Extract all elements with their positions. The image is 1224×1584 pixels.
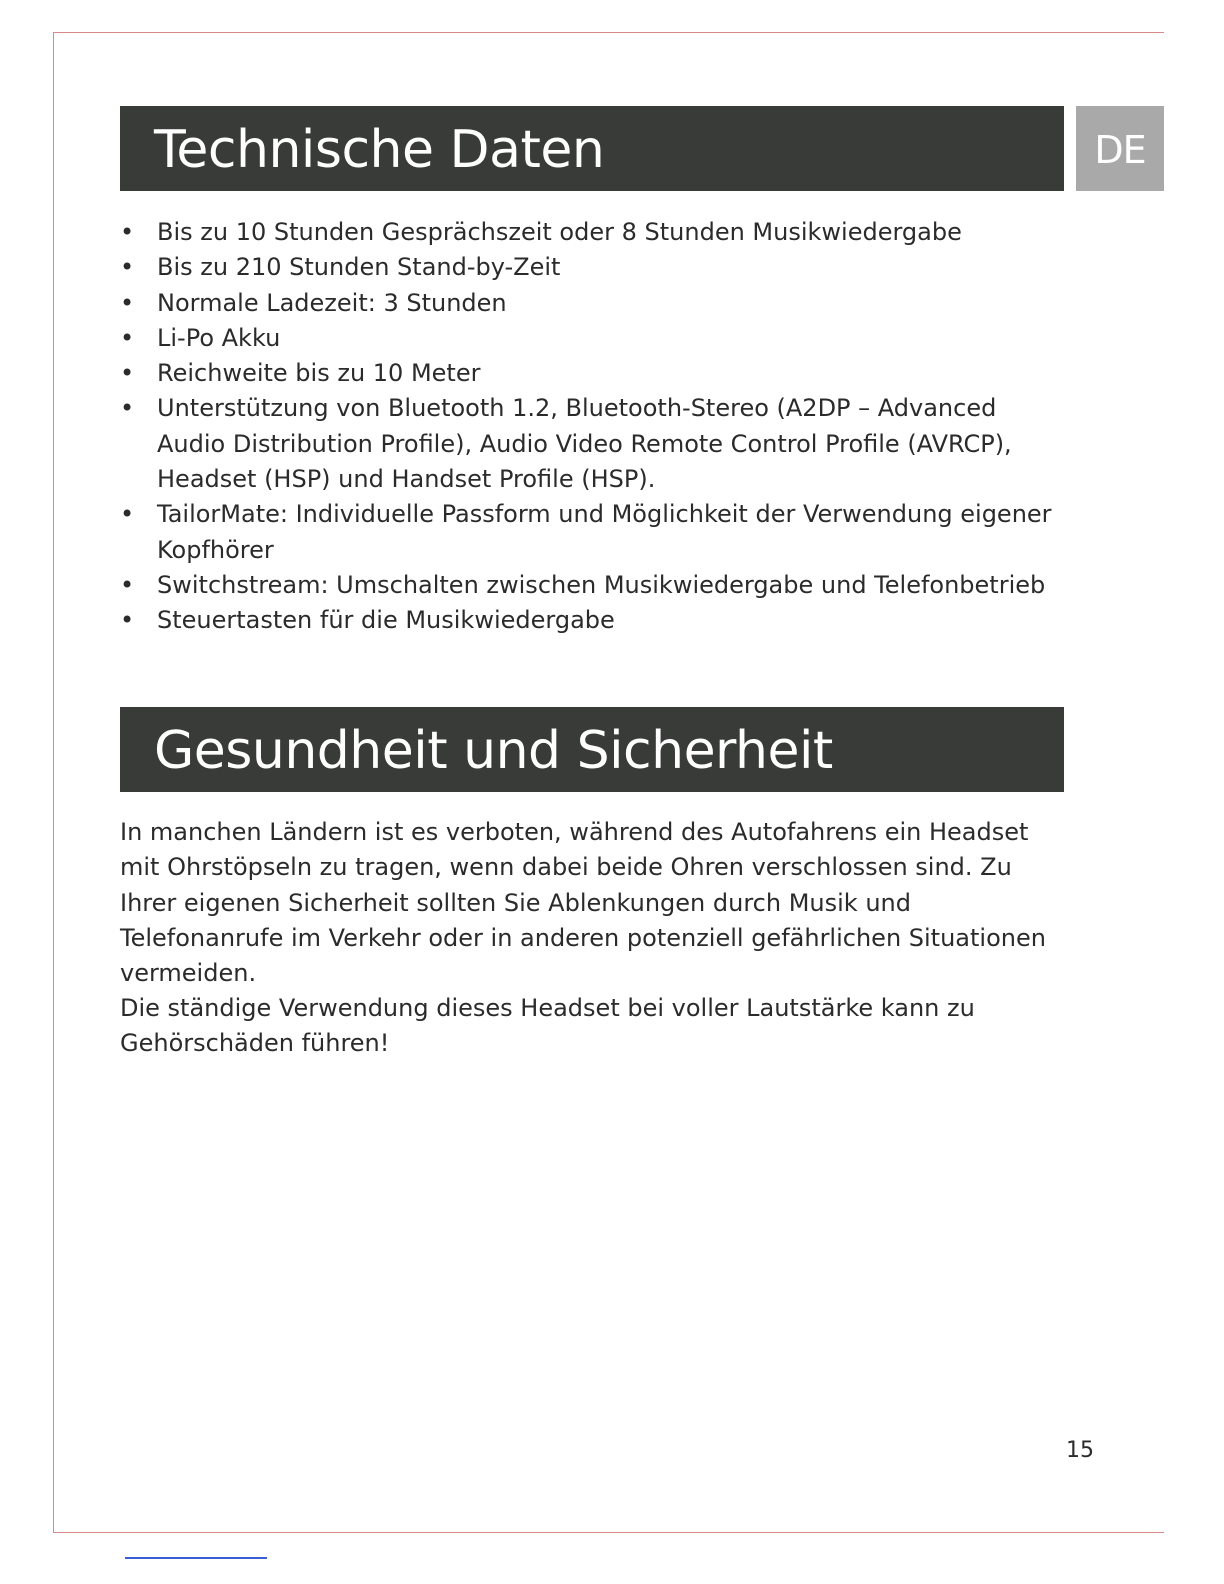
bullet-icon: •	[120, 288, 135, 317]
list-item	[120, 215, 1070, 250]
list-item-text: Bis zu 10 Stunden Gesprächszeit oder 8 Stunden Musikwiedergabe	[157, 218, 962, 246]
list-item-text: Unterstützung von Bluetooth 1.2, Bluetooth-Stereo (A2DP – Advanced Audio Distribution Profile), Audio Video Remote Control Profile (AVRCP), Headset (HSP) und Handset Profile (HSP).	[157, 394, 1012, 494]
list-item-text: Steuertasten für die Musikwiedergabe	[157, 606, 615, 635]
health-paragraph: Die ständige Verwendung dieses Headset bei voller Lautstärke kann zu Gehörschäden führen!	[120, 994, 975, 1058]
language-tab	[1076, 106, 1164, 191]
bullet-icon: •	[120, 253, 135, 282]
list-item	[120, 391, 1070, 497]
list-item	[120, 603, 1070, 638]
technical-data-list	[120, 215, 1070, 639]
bullet-icon: •	[120, 500, 135, 529]
section-header-technical-data	[120, 106, 1064, 191]
bullet-icon: •	[120, 394, 135, 423]
list-item-text: Normale Ladezeit: 3 Stunden	[157, 288, 507, 317]
health-paragraph: In manchen Ländern ist es verboten, während des Autofahrens ein Headset mit Ohrstöpseln zu tragen, wenn dabei beide Ohren verschlossen sind. Zu Ihrer eigenen Sicherheit sollten Sie Ablenkungen durch Musik und Telefonanrufe im Verkehr oder in anderen potenziell gefährlichen Situationen vermeiden.	[120, 818, 1046, 988]
list-item-text: Li-Po Akku	[157, 323, 281, 352]
list-item	[120, 497, 1070, 568]
footer-rule	[125, 1557, 267, 1559]
bullet-icon: •	[120, 218, 135, 246]
list-item	[120, 568, 1070, 603]
bullet-icon: •	[120, 359, 135, 388]
list-item	[120, 321, 1070, 356]
list-item-text: Reichweite bis zu 10 Meter	[157, 359, 481, 388]
list-item-text: TailorMate: Individuelle Passform und Möglichkeit der Verwendung eigener Kopfhörer	[157, 500, 1052, 564]
list-item-text: Switchstream: Umschalten zwischen Musikwiedergabe und Telefonbetrieb	[157, 570, 1046, 599]
list-item	[120, 356, 1070, 391]
section-title-technical-data: Technische Daten	[154, 120, 605, 180]
page-number: 15	[1066, 1438, 1094, 1463]
bullet-icon: •	[120, 323, 135, 352]
list-item	[120, 250, 1070, 285]
language-tab-label: DE	[1094, 128, 1146, 172]
list-item-text: Bis zu 210 Stunden Stand-by-Zeit	[157, 253, 561, 282]
section-header-health-safety	[120, 707, 1064, 792]
section-title-health-safety: Gesundheit und Sicherheit	[154, 721, 833, 781]
bullet-icon: •	[120, 606, 135, 635]
list-item	[120, 286, 1070, 321]
bullet-icon: •	[120, 570, 135, 599]
